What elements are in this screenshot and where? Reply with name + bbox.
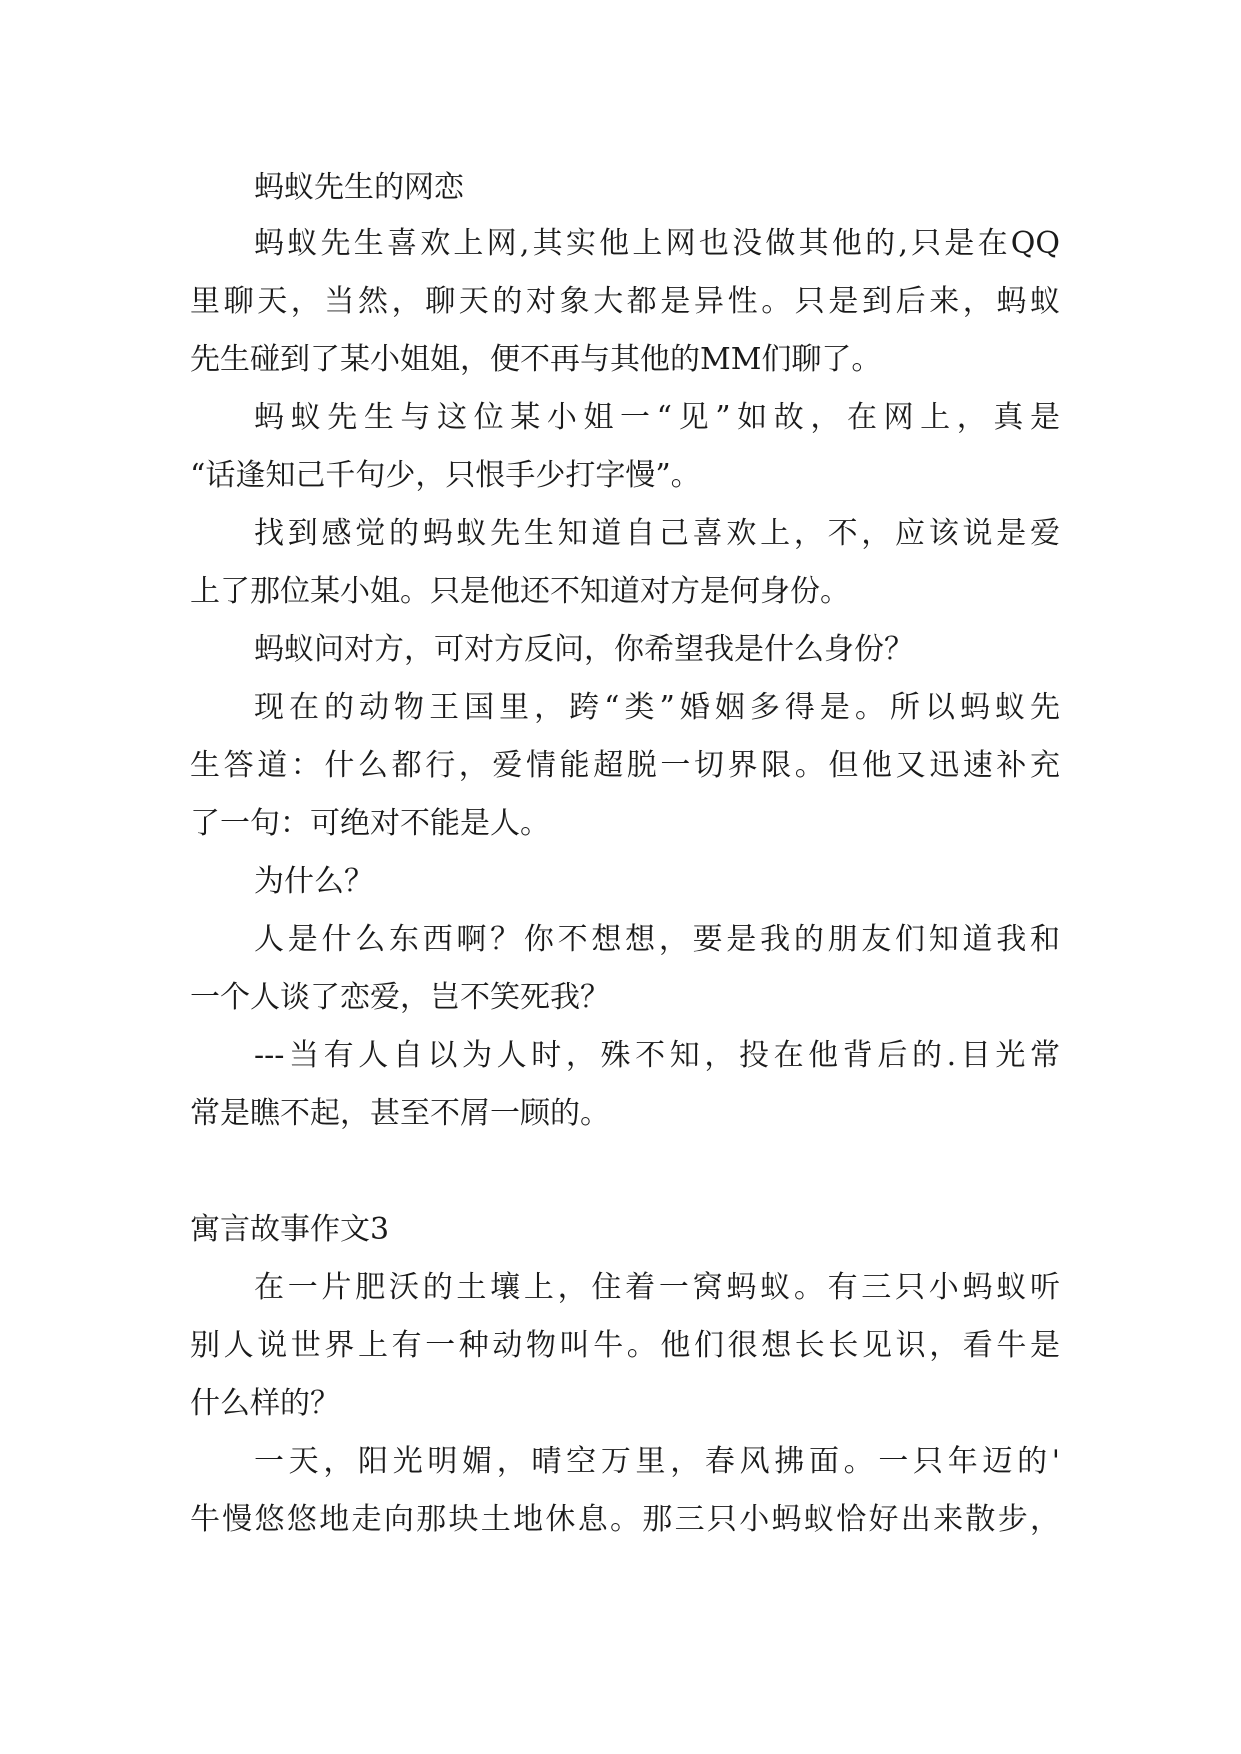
- paragraph-line: 在一片肥沃的土壤上，住着一窝蚂蚁。有三只小蚂蚁听: [254, 1270, 1060, 1305]
- paragraph-line: 牛慢悠悠地走向那块土地休息。那三只小蚂蚁恰好出来散步，: [190, 1502, 1060, 1537]
- paragraph-line: 什么样的？: [190, 1386, 340, 1421]
- paragraph-line: 上了那位某小姐。只是他还不知道对方是何身份。: [190, 574, 850, 609]
- paragraph-line: 蚂蚁问对方，可对方反问，你希望我是什么身份？: [254, 632, 914, 667]
- paragraph-line: 了一句：可绝对不能是人。: [190, 806, 550, 841]
- paragraph-line: 里聊天，当然，聊天的对象大都是异性。只是到后来，蚂蚁: [190, 284, 1060, 319]
- paragraph-line: 先生碰到了某小姐姐，便不再与其他的MM们聊了。: [190, 342, 882, 377]
- paragraph-line: 蚂蚁先生喜欢上网,其实他上网也没做其他的,只是在QQ: [254, 226, 1060, 261]
- paragraph-line: “话逢知己千句少，只恨手少打字慢”。: [190, 458, 701, 493]
- paragraph-line: 常是瞧不起，甚至不屑一顾的。: [190, 1096, 610, 1131]
- paragraph-line: 人是什么东西啊？你不想想，要是我的朋友们知道我和: [254, 922, 1060, 957]
- paragraph-line: 现在的动物王国里，跨“类”婚姻多得是。所以蚂蚁先: [254, 690, 1060, 725]
- story-title: 蚂蚁先生的网恋: [254, 170, 464, 205]
- paragraph-line: 一天，阳光明媚，晴空万里，春风拂面。一只年迈的': [254, 1444, 1060, 1479]
- paragraph-line: 为什么？: [254, 864, 374, 899]
- paragraph-line: 蚂蚁先生与这位某小姐一“见”如故，在网上，真是: [254, 400, 1060, 435]
- paragraph-line: 生答道：什么都行，爱情能超脱一切界限。但他又迅速补充: [190, 748, 1060, 783]
- paragraph-line: 一个人谈了恋爱，岂不笑死我？: [190, 980, 610, 1015]
- paragraph-line: ---当有人自以为人时，殊不知，投在他背后的.目光常: [254, 1038, 1060, 1073]
- section-heading: 寓言故事作文3: [190, 1212, 390, 1247]
- paragraph-line: 别人说世界上有一种动物叫牛。他们很想长长见识，看牛是: [190, 1328, 1060, 1363]
- paragraph-line: 找到感觉的蚂蚁先生知道自己喜欢上，不，应该说是爱: [254, 516, 1060, 551]
